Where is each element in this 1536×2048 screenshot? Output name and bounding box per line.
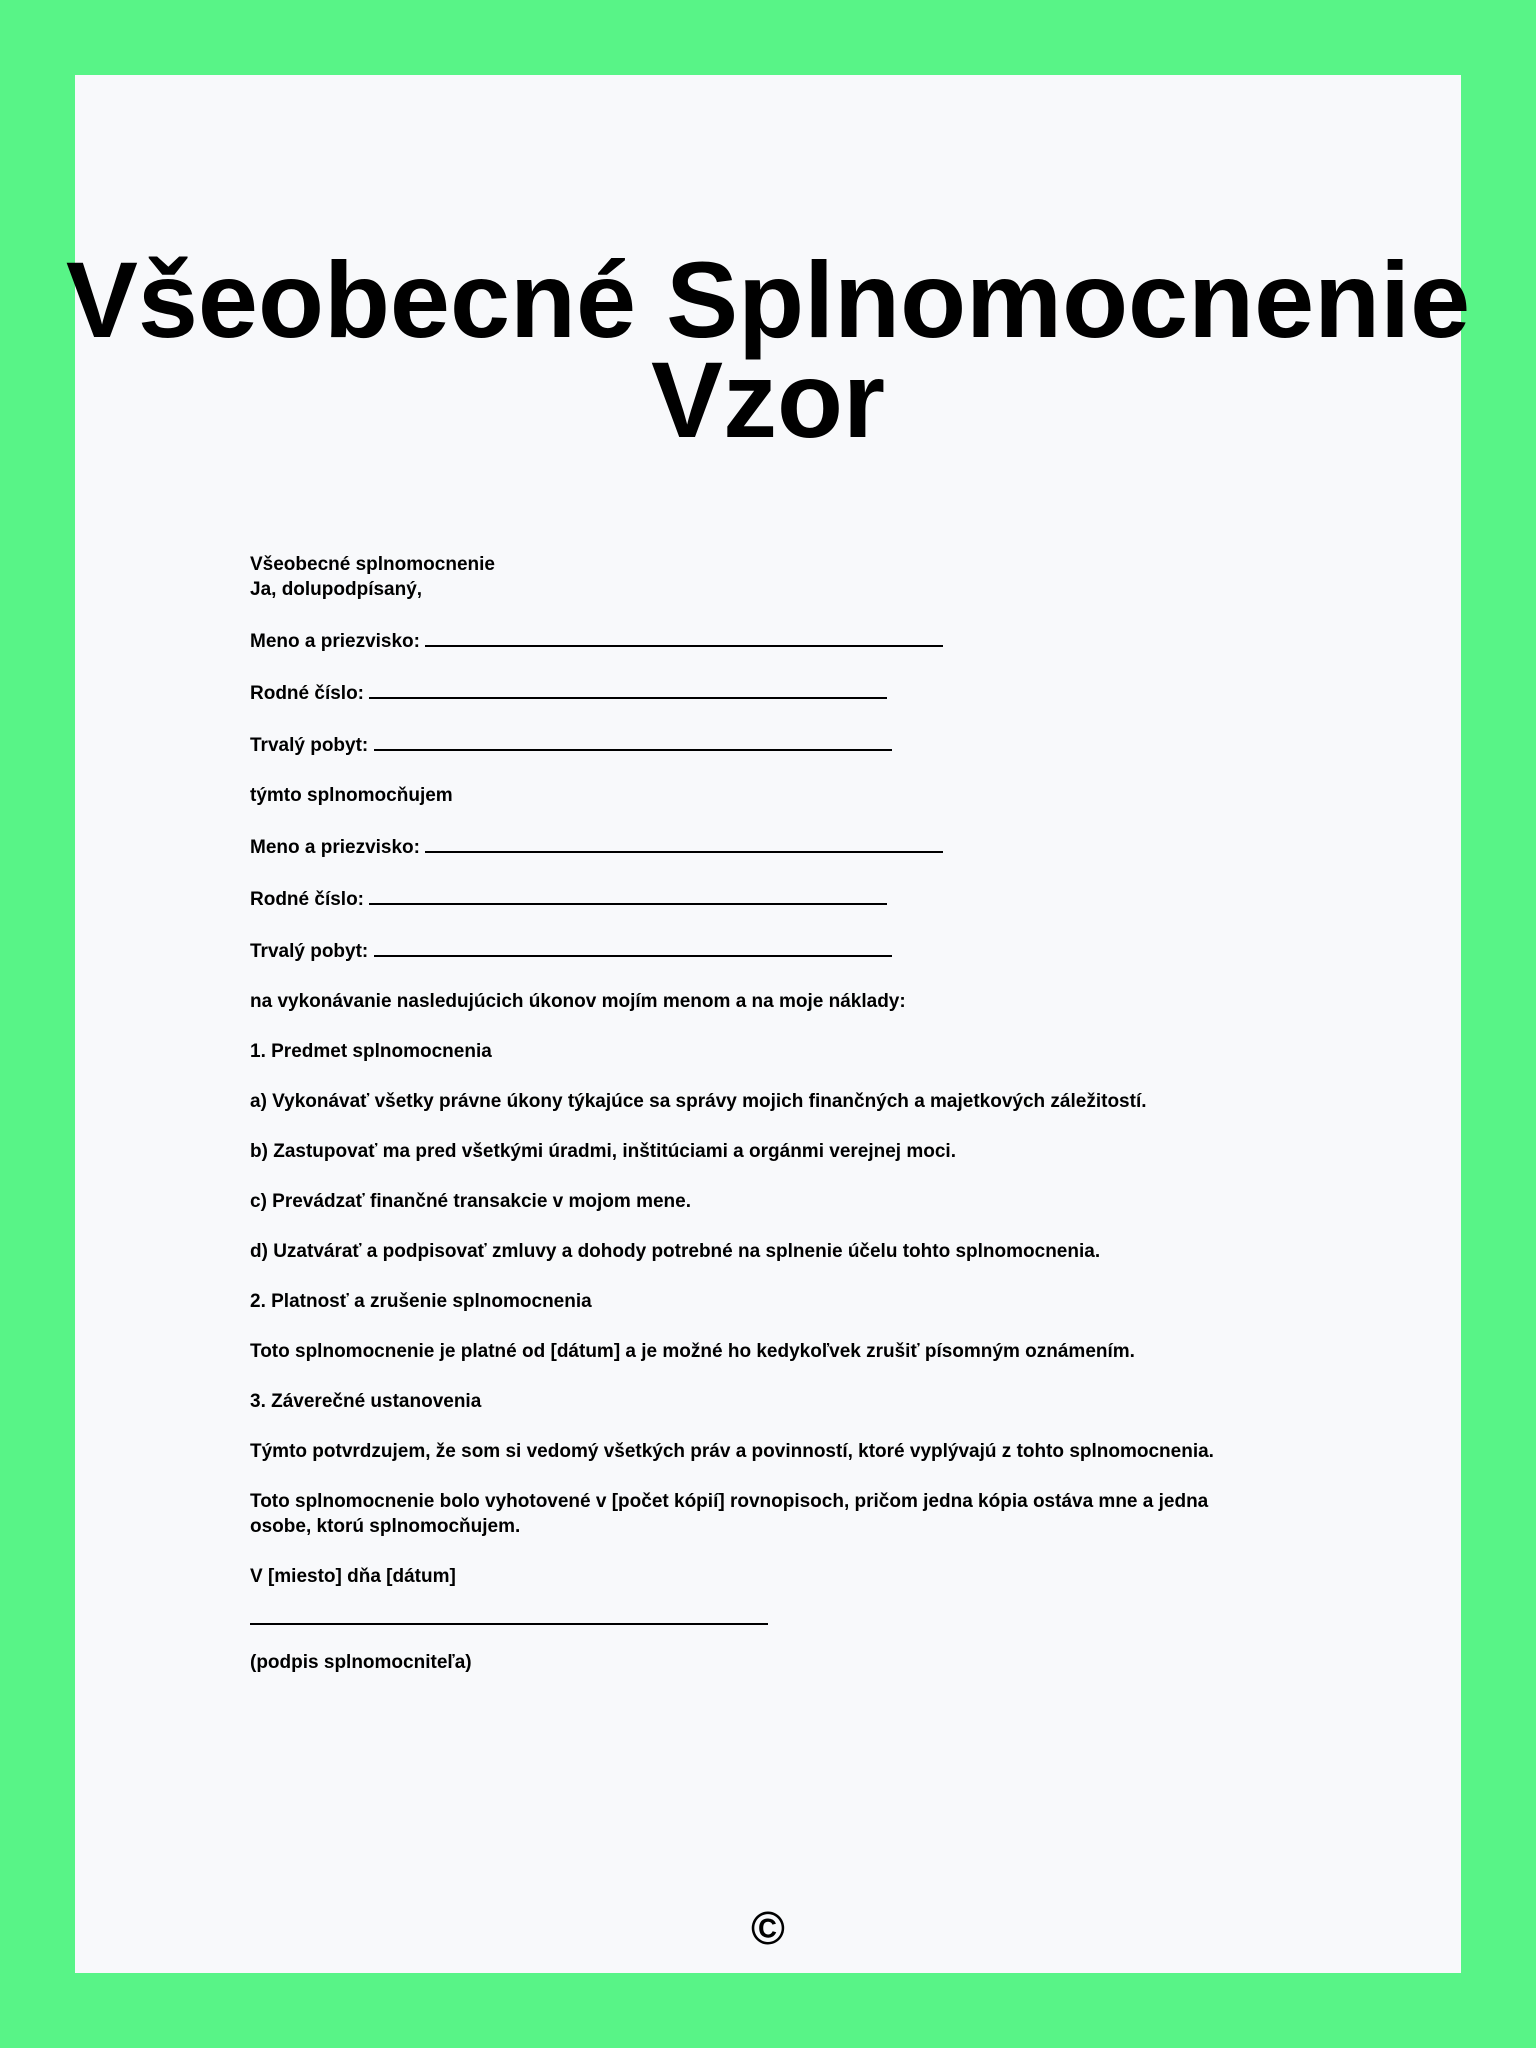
grantor-address-blank	[374, 731, 892, 751]
grantor-name-row	[250, 627, 1300, 654]
grantor-id-row	[250, 679, 1300, 706]
title-line-1: Všeobecné Splnomocnenie	[65, 239, 1471, 360]
agent-address-label: Trvalý pobyt:	[250, 941, 369, 962]
agent-name-row	[250, 833, 1300, 860]
agent-address-row	[250, 937, 1300, 964]
copyright-icon: ©	[751, 1902, 785, 1954]
section-3-text-2-line-1: Toto splnomocnenie bolo vyhotovené v [počet kópií] rovnopisoch, pričom jedna kópia ostáva mne a jedna	[250, 1491, 1209, 1512]
grantor-id-label: Rodné číslo:	[250, 683, 365, 704]
grantor-id-blank	[369, 679, 887, 699]
title-line-2: Vzor	[650, 339, 886, 460]
intro-text: Ja, dolupodpísaný,	[250, 579, 423, 600]
section-1-item-d: d) Uzatvárať a podpisovať zmluvy a dohody potrebné na splnenie účelu tohto splnomocnenia.	[250, 1241, 1101, 1262]
place-date: V [miesto] dňa [dátum]	[250, 1566, 456, 1587]
section-3-text-1: Týmto potvrdzujem, že som si vedomý všetkých práv a povinností, ktoré vyplývajú z tohto splnomocnenia.	[250, 1441, 1214, 1462]
signature-line	[250, 1589, 768, 1625]
grantor-name-blank	[425, 627, 943, 647]
signature-caption: (podpis splnomocniteľa)	[250, 1652, 472, 1673]
agent-id-blank	[369, 885, 887, 905]
section-2-text: Toto splnomocnenie je platné od [dátum] a je možné ho kedykoľvek zrušiť písomným oznámením.	[250, 1341, 1135, 1362]
document-title	[0, 239, 1536, 460]
agent-id-label: Rodné číslo:	[250, 889, 365, 910]
section-1-item-c: c) Prevádzať finančné transakcie v mojom mene.	[250, 1191, 691, 1212]
section-1-item-b: b) Zastupovať ma pred všetkými úradmi, inštitúciami a orgánmi verejnej moci.	[250, 1141, 956, 1162]
purpose-intro: na vykonávanie nasledujúcich úkonov mojím menom a na moje náklady:	[250, 991, 906, 1012]
section-3-text-2	[250, 1489, 1300, 1539]
document-body	[250, 552, 1300, 1700]
section-1-item-a: a) Vykonávať všetky právne úkony týkajúce sa správy mojich finančných a majetkových záležitostí.	[250, 1091, 1147, 1112]
section-1-title: 1. Predmet splnomocnenia	[250, 1041, 492, 1062]
section-3-text-2-line-2: osobe, ktorú splnomocňujem.	[250, 1516, 521, 1537]
section-2-title: 2. Platnosť a zrušenie splnomocnenia	[250, 1291, 592, 1312]
agent-name-blank	[425, 833, 943, 853]
section-3-title: 3. Záverečné ustanovenia	[250, 1391, 482, 1412]
agent-address-blank	[374, 937, 892, 957]
grantor-address-label: Trvalý pobyt:	[250, 735, 369, 756]
agent-name-label: Meno a priezvisko:	[250, 837, 420, 858]
agent-id-row	[250, 885, 1300, 912]
grant-phrase: týmto splnomocňujem	[250, 785, 453, 806]
grantor-name-label: Meno a priezvisko:	[250, 631, 420, 652]
grantor-address-row	[250, 731, 1300, 758]
document-heading: Všeobecné splnomocnenie	[250, 554, 495, 575]
